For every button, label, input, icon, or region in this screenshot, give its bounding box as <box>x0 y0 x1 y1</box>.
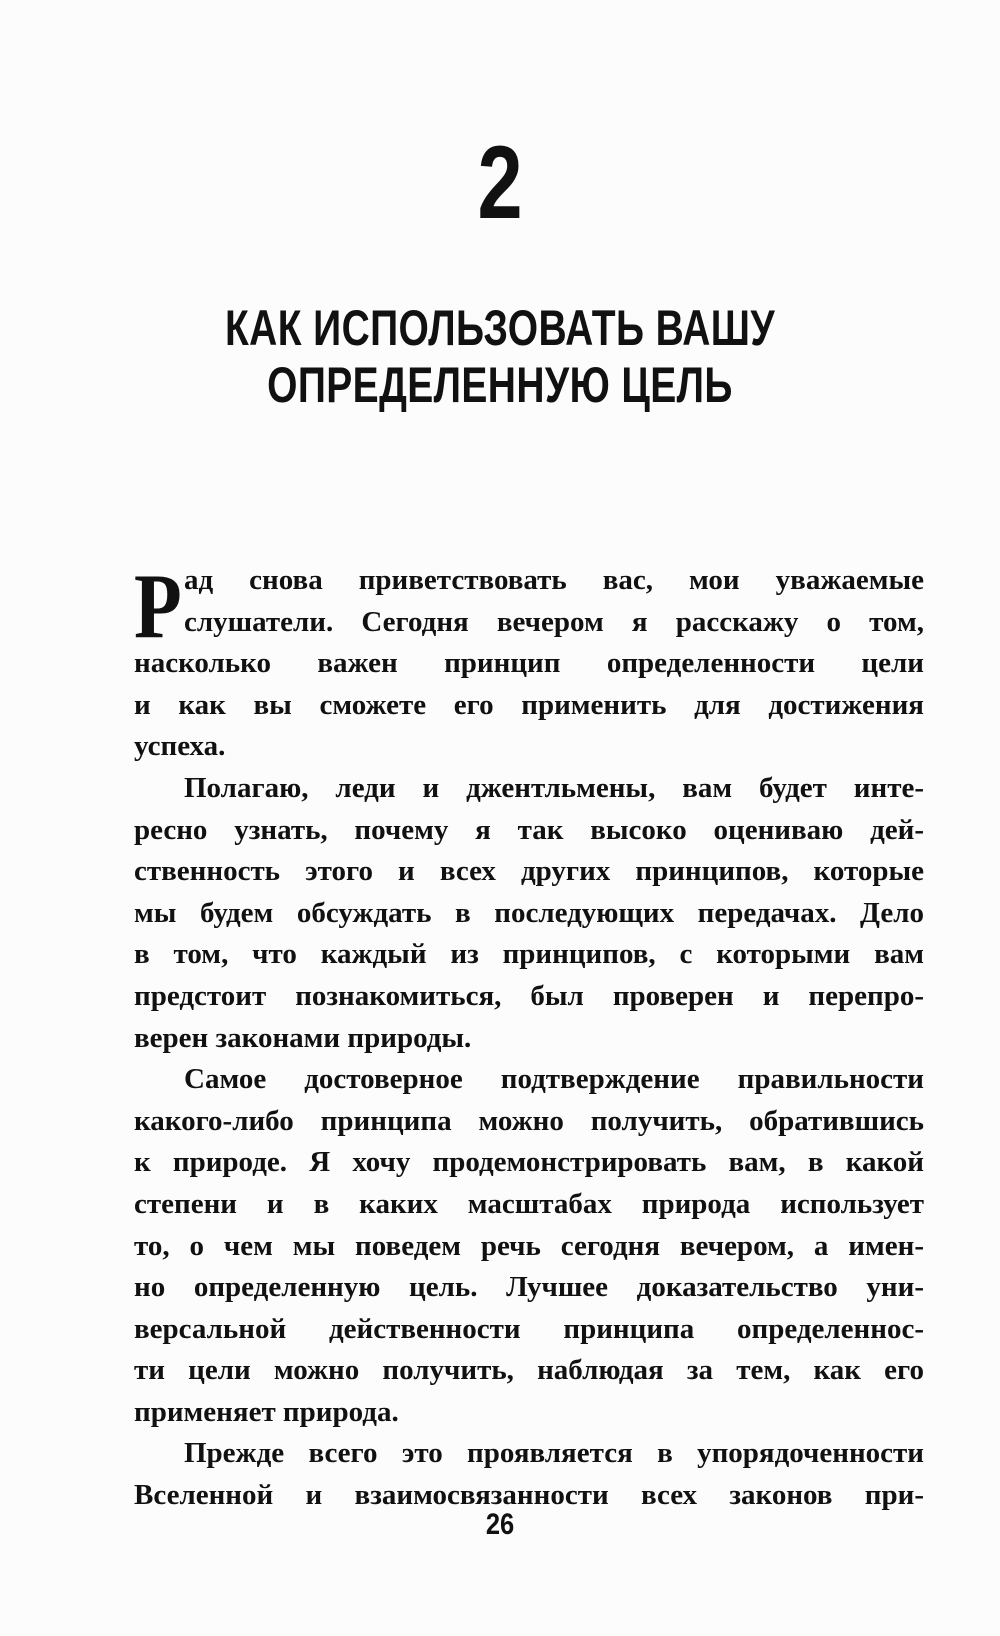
text-line: Самое достоверное подтверждение правильности <box>184 1063 924 1096</box>
text-line: предстоит познакомиться, был проверен и перепро- <box>134 979 924 1012</box>
page-number: 26 <box>485 1508 515 1541</box>
text-line: к природе. Я хочу продемонстрировать вам, в какой <box>134 1146 924 1179</box>
chapter-title-line-1: КАК ИСПОЛЬЗОВАТЬ ВАШУ <box>224 300 776 356</box>
text-line: в том, что каждый из принципов, с которыми вам <box>134 938 924 971</box>
paragraph <box>134 555 924 768</box>
text-line: степени и в каких масштабах природа использует <box>134 1187 924 1220</box>
text-line: ад снова приветствовать вас, мои уважаемые <box>184 564 924 596</box>
paragraph <box>134 768 924 1059</box>
chapter-title-line-2: ОПРЕДЕЛЕННУЮ ЦЕЛЬ <box>267 357 733 413</box>
text-line: и как вы сможете его применить для достижения <box>134 688 924 721</box>
paragraph <box>134 1059 924 1433</box>
text-line: ресно узнать, почему я так высоко оцениваю дей- <box>134 813 924 846</box>
text-line: применяет природа. <box>134 1395 399 1428</box>
chapter-number: 2 <box>477 125 523 241</box>
paragraph <box>134 1433 924 1516</box>
text-line: верен законами природы. <box>134 1021 472 1054</box>
text-line: мы будем обсуждать в последующих передачах. Дело <box>134 896 924 929</box>
text-line: насколько важен принцип определенности цели <box>134 647 924 680</box>
text-line: ственность этого и всех других принципов, которые <box>134 855 924 888</box>
body-text <box>134 555 924 1517</box>
text-line: слушатели. Сегодня вечером я расскажу о том, <box>184 605 924 638</box>
text-line: версальной действенности принципа определеннос- <box>134 1312 924 1345</box>
text-line: какого-либо принципа можно получить, обратившись <box>134 1104 924 1137</box>
text-line: Полагаю, леди и джентльмены, вам будет инте- <box>184 771 924 804</box>
drop-cap: Р <box>134 555 182 657</box>
text-line: но определенную цель. Лучшее доказательство уни- <box>134 1271 924 1304</box>
text-line: то, о чем мы поведем речь сегодня вечером, а имен- <box>134 1229 924 1262</box>
text-line: Прежде всего это проявляется в упорядоченности <box>184 1437 924 1470</box>
text-line: ти цели можно получить, наблюдая за тем, как его <box>134 1354 924 1387</box>
text-line: Вселенной и взаимосвязанности всех законов при- <box>134 1479 924 1512</box>
text-line: успеха. <box>134 730 226 763</box>
